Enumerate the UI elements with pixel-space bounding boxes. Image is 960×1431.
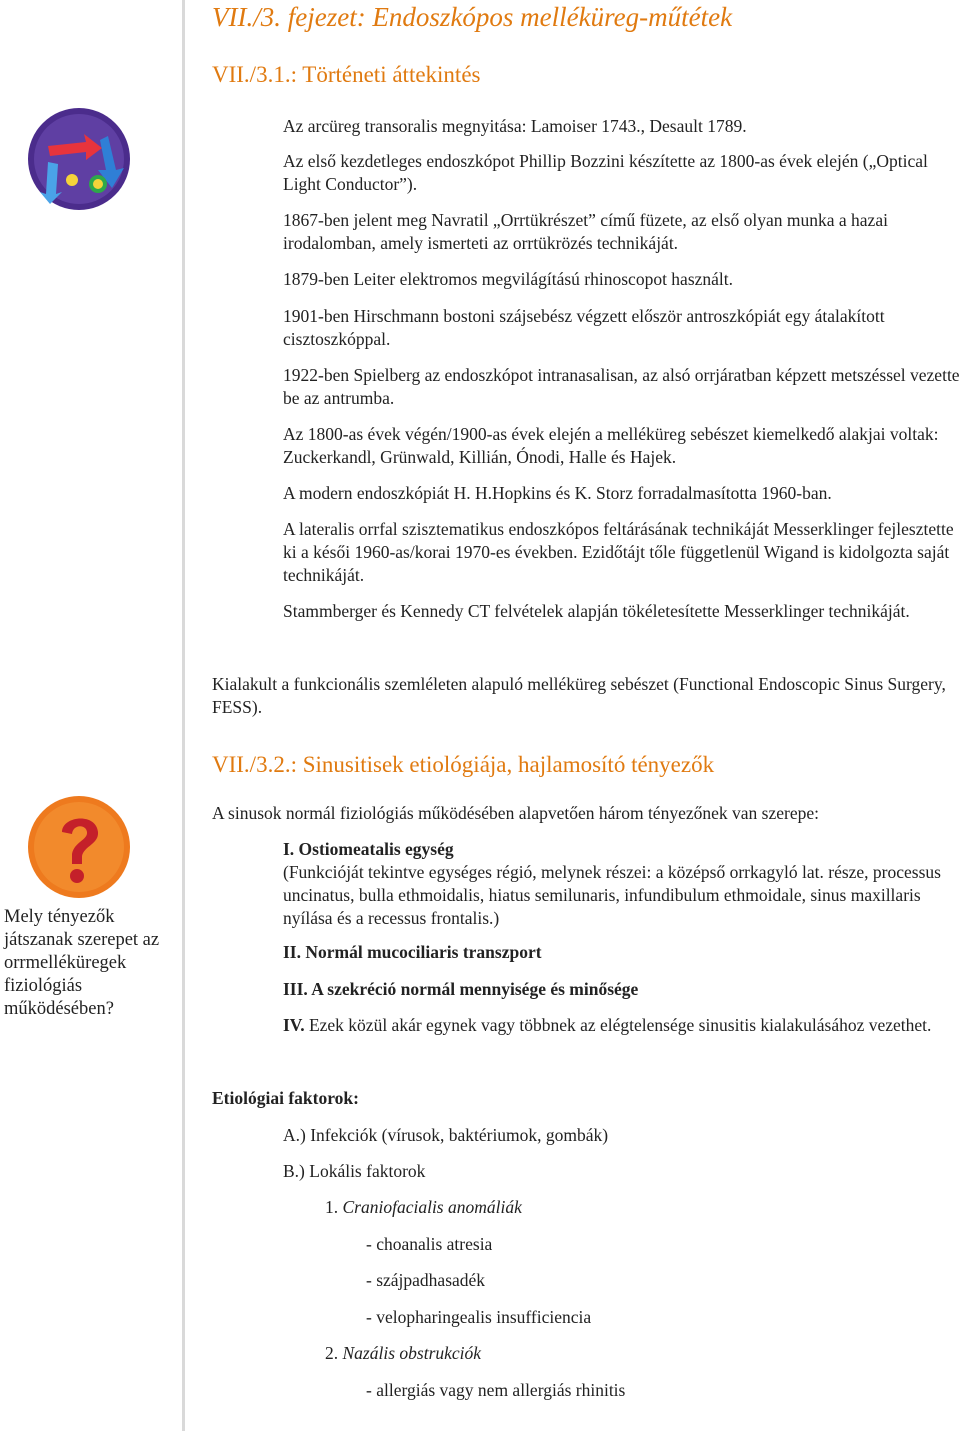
- history-summary: Kialakult a funkcionális szemléleten alapuló melléküreg sebészet (Functional Endoscopic Sinus Surgery, FESS).: [212, 674, 946, 717]
- factor-item: [283, 1014, 960, 1037]
- factor-label: III. A szekréció normál mennyisége és minősége: [283, 979, 639, 999]
- etiology-subitem: [325, 1342, 481, 1365]
- etiology-detail: - allergiás vagy nem allergiás rhinitis: [366, 1380, 626, 1400]
- factor-text: (Funkcióját tekintve egységes régió, melynek részei: a középső orrkagyló lat. része, processus uncinatus, bulla ethmoidalis, hiatus semilunaris, infundibulum ethmoidale, sinus maxillaris nyílása és a recessus frontalis.): [283, 862, 941, 928]
- history-paragraph: 1922-ben Spielberg az endoszkópot intranasalisan, az alsó orrjáratban képzett metszéssel vezette be az antrumba.: [283, 365, 960, 408]
- history-paragraph: Az arcüreg transoralis megnyitása: Lamoiser 1743., Desault 1789.: [283, 116, 747, 136]
- history-paragraph: A lateralis orrfal szisztematikus endoszkópos feltárásának technikáját Messerklinger fejlesztette ki a késői 1960-as/korai 1970-es években. Ezidőtájt tőle függetlenül Wigand is kidolgozta saját technikáját.: [283, 519, 954, 585]
- etiology-item: B.) Lokális faktorok: [283, 1161, 426, 1181]
- factor-text: Ezek közül akár egynek vagy többnek az elégtelensége sinusitis kialakulásához vezethet.: [308, 1015, 932, 1035]
- etiology-subitem: [325, 1196, 522, 1219]
- subitem-title: Craniofacialis anomáliák: [342, 1197, 522, 1217]
- factor-label: II. Normál mucociliaris transzport: [283, 942, 542, 962]
- history-paragraph: Az 1800-as évek végén/1900-as évek elején a melléküreg sebészet kiemelkedő alakjai voltak: Zuckerkandl, Grünwald, Killián, Ónodi, Halle és Hajek.: [283, 424, 939, 467]
- history-paragraph: Az első kezdetleges endoszkópot Phillip Bozzini készítette az 1800-as évek elején („Optical Light Conductor”).: [283, 151, 928, 194]
- etiology-detail: - szájpadhasadék: [366, 1270, 486, 1290]
- process-arrows-icon: [26, 106, 132, 212]
- factor-item: [283, 838, 960, 930]
- history-paragraph: 1879-ben Leiter elektromos megvilágítású rhinoscopot használt.: [283, 269, 734, 289]
- factor-label: IV.: [283, 1015, 305, 1035]
- subitem-number: 1.: [325, 1197, 339, 1217]
- sidebar-question: Mely tényezők játszanak szerepet az orrmelléküregek fiziológiás működésében?: [4, 907, 160, 1019]
- history-paragraph: A modern endoszkópiát H. H.Hopkins és K. Storz forradalmasította 1960-ban.: [283, 483, 832, 503]
- chapter-title: VII./3. fejezet: Endoszkópos melléküreg-műtétek: [212, 2, 733, 32]
- section-title-history: VII./3.1.: Történeti áttekintés: [212, 62, 481, 87]
- history-paragraph: 1901-ben Hirschmann bostoni szájsebész végzett először antroszkópiát egy átalakított cisztoszkóppal.: [283, 306, 885, 349]
- subitem-number: 2.: [325, 1343, 339, 1363]
- question-mark-icon: [26, 794, 132, 900]
- history-paragraph: Stammberger és Kennedy CT felvételek alapján tökéletesítette Messerklinger technikáját.: [283, 601, 910, 621]
- etiology-item: A.) Infekciók (vírusok, baktériumok, gombák): [283, 1125, 609, 1145]
- subitem-title: Nazális obstrukciók: [342, 1343, 482, 1363]
- etiology-detail: - choanalis atresia: [366, 1234, 493, 1254]
- etiology-detail: - velopharingealis insufficiencia: [366, 1307, 592, 1327]
- margin-divider: [182, 0, 185, 1431]
- etiology-heading: Etiológiai faktorok:: [212, 1088, 359, 1108]
- factor-label: I. Ostiomeatalis egység: [283, 839, 454, 859]
- section-title-etiology: VII./3.2.: Sinusitisek etiológiája, hajlamosító tényezők: [212, 752, 715, 777]
- history-paragraph: 1867-ben jelent meg Navratil „Orrtükrészet” című füzete, az első olyan munka a hazai irodalomban, amely ismerteti az orrtükrözés technikáját.: [283, 210, 888, 253]
- etiology-intro: A sinusok normál fiziológiás működésében alapvetően három tényezőnek van szerepe:: [212, 803, 819, 823]
